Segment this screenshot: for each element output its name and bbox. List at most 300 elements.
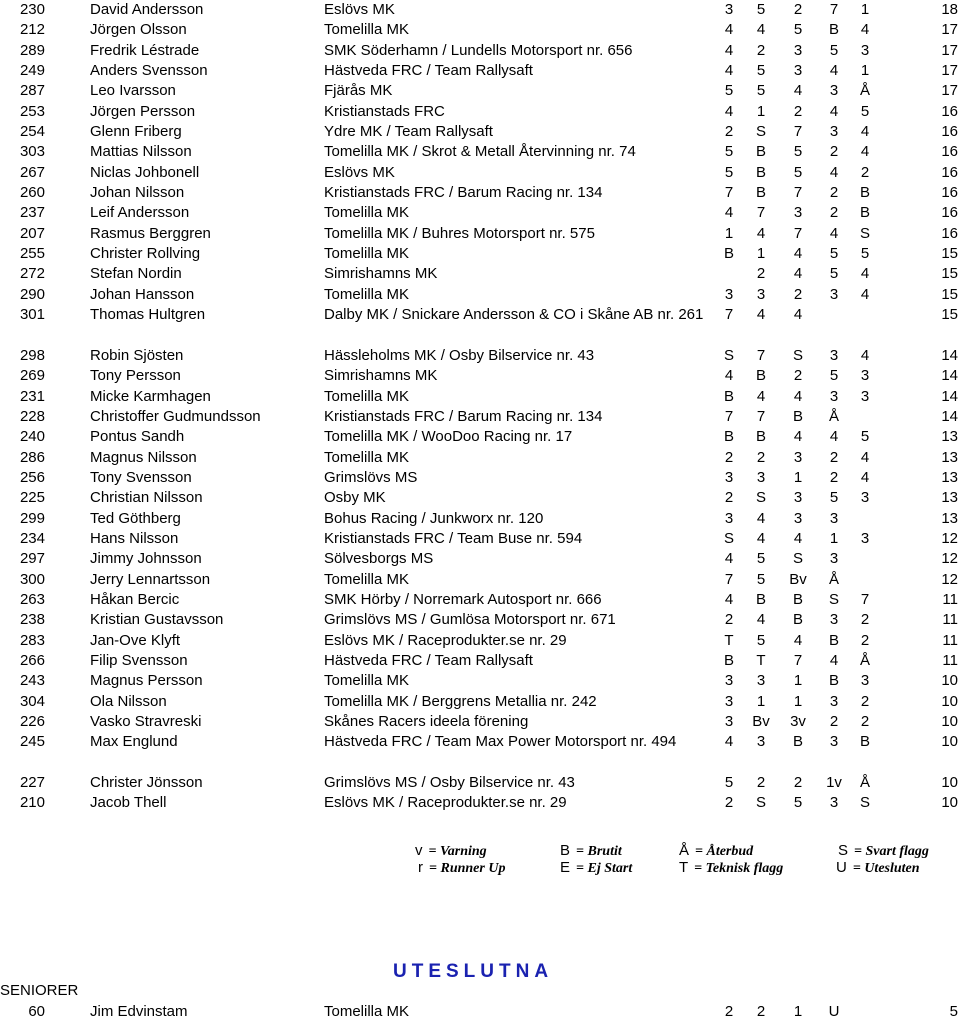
heat-2-result: B — [755, 143, 766, 161]
total-points: 16 — [941, 204, 958, 222]
club-name: SMK Hörby / Norremark Autosport nr. 666 — [324, 590, 602, 608]
heat-5-result: 4 — [860, 285, 870, 303]
result-row — [0, 224, 960, 244]
total-points: 17 — [941, 62, 958, 80]
heat-1-result: B — [723, 428, 734, 446]
heat-2-result: 3 — [756, 733, 766, 751]
heat-5-result: 3 — [860, 672, 870, 690]
legend-item: U = Utesluten — [836, 859, 920, 876]
total-points: 13 — [941, 509, 958, 527]
heat-3-result: 3v — [790, 713, 806, 731]
heat-3-result: 5 — [793, 143, 803, 161]
start-number: 240 — [19, 428, 45, 446]
heat-4-result: 4 — [829, 163, 839, 181]
heat-3-result: 5 — [793, 163, 803, 181]
result-row — [0, 61, 960, 81]
start-number: 260 — [19, 184, 45, 202]
driver-name: Jacob Thell — [90, 794, 167, 812]
driver-name: Hans Nilsson — [90, 529, 179, 547]
club-name: Hässleholms MK / Osby Bilservice nr. 43 — [324, 346, 595, 364]
heat-3-result: 4 — [793, 265, 803, 283]
driver-name: Niclas Johbonell — [90, 163, 200, 181]
driver-name: Christian Nilsson — [90, 489, 203, 507]
club-name: Tomelilla MK / Buhres Motorsport nr. 575 — [324, 224, 595, 242]
heat-3-result: 7 — [793, 652, 803, 669]
heat-1-result: 3 — [724, 285, 734, 303]
heat-4-result: B — [828, 631, 839, 649]
legend-item: v = Varning — [415, 842, 487, 859]
heat-1-result: 4 — [724, 590, 734, 608]
total-points: 13 — [941, 448, 958, 466]
start-number: 283 — [19, 631, 45, 649]
heat-5-result: 4 — [860, 468, 870, 486]
heat-3-result: S — [792, 346, 803, 364]
heat-4-result: 2 — [829, 184, 839, 202]
heat-3-result: 1 — [793, 1003, 803, 1020]
result-row — [0, 407, 960, 427]
heat-4-result: 3 — [829, 611, 839, 629]
heat-2-result: 1 — [756, 102, 766, 120]
heat-1-result: 3 — [724, 468, 734, 486]
heat-2-result: 2 — [756, 41, 766, 59]
start-number: 263 — [19, 590, 45, 608]
heat-2-result: 4 — [756, 509, 766, 527]
heat-1-result: 5 — [724, 774, 734, 792]
heat-3-result: 2 — [793, 367, 803, 385]
heat-4-result: Å — [828, 570, 839, 588]
heat-4-result: 2 — [829, 143, 839, 161]
driver-name: Thomas Hultgren — [90, 306, 206, 324]
driver-name: Håkan Bercic — [90, 590, 180, 608]
heat-3-result: 2 — [793, 102, 803, 120]
heat-3-result: 1 — [793, 468, 803, 486]
result-row — [0, 509, 960, 529]
club-name: Hästveda FRC / Team Rallysaft — [324, 62, 533, 80]
driver-name: Jörgen Olsson — [90, 21, 187, 39]
heat-5-result: 4 — [860, 143, 870, 161]
start-number: 243 — [19, 672, 45, 690]
heat-1-result: 4 — [724, 733, 734, 751]
heat-4-result: 4 — [829, 102, 839, 120]
heat-4-result: B — [828, 21, 839, 39]
total-points: 14 — [941, 346, 958, 364]
heat-2-result: 2 — [756, 265, 766, 283]
start-number: 266 — [19, 652, 45, 669]
heat-2-result: B — [755, 163, 766, 181]
driver-name: David Andersson — [90, 1, 204, 18]
total-points: 12 — [941, 529, 958, 547]
driver-name: Filip Svensson — [90, 652, 188, 669]
club-name: Tomelilla MK / WooDoo Racing nr. 17 — [324, 428, 573, 446]
start-number: 227 — [19, 774, 45, 792]
driver-name: Micke Karmhagen — [90, 387, 211, 405]
result-row — [0, 244, 960, 264]
start-number: 234 — [19, 529, 45, 547]
heat-3-result: 1 — [793, 692, 803, 710]
start-number: 267 — [19, 163, 45, 181]
club-name: Eslövs MK / Raceprodukter.se nr. 29 — [324, 631, 567, 649]
club-name: Tomelilla MK / Skrot & Metall Återvinning nr. 74 — [324, 143, 636, 161]
heat-4-result: 3 — [829, 733, 839, 751]
heat-1-result: 7 — [724, 306, 734, 324]
heat-1-result: 2 — [724, 123, 734, 141]
club-name: Kristianstads FRC — [324, 102, 445, 120]
club-name: Grimslövs MS — [324, 468, 418, 486]
club-name: Simrishamns MK — [324, 265, 438, 283]
heat-3-result: 5 — [793, 21, 803, 39]
heat-2-result: 4 — [756, 529, 766, 547]
driver-name: Johan Hansson — [90, 285, 195, 303]
heat-4-result: 5 — [829, 265, 839, 283]
start-number: 230 — [19, 1, 45, 18]
heat-2-result: 3 — [756, 468, 766, 486]
heat-1-result: 4 — [724, 41, 734, 59]
heat-2-result: T — [756, 652, 766, 669]
start-number: 245 — [19, 733, 45, 751]
heat-2-result: S — [755, 123, 766, 141]
heat-2-result: B — [755, 428, 766, 446]
legend — [0, 842, 960, 878]
heat-5-result: 3 — [860, 367, 870, 385]
heat-5-result: B — [859, 204, 870, 222]
start-number: 303 — [19, 143, 45, 161]
heat-2-result: 5 — [756, 1, 766, 18]
total-points: 11 — [942, 631, 958, 649]
heat-4-result: 3 — [829, 82, 839, 100]
total-points: 15 — [941, 245, 958, 263]
club-name: Bohus Racing / Junkworx nr. 120 — [324, 509, 544, 527]
club-name: Tomelilla MK — [324, 1003, 410, 1020]
club-name: Tomelilla MK — [324, 245, 410, 263]
heat-1-result: 2 — [724, 611, 734, 629]
heat-5-result: 2 — [860, 692, 870, 710]
heat-4-result: 4 — [829, 652, 839, 669]
start-number: 286 — [19, 448, 45, 466]
heat-1-result: 4 — [724, 62, 734, 80]
start-number: 287 — [19, 82, 45, 100]
heat-4-result: 5 — [829, 489, 839, 507]
club-name: Tomelilla MK / Berggrens Metallia nr. 242 — [324, 692, 597, 710]
result-row — [0, 102, 960, 122]
heat-5-result: 3 — [860, 529, 870, 547]
result-row — [0, 671, 960, 691]
heat-4-result: 3 — [829, 285, 839, 303]
club-name: Grimslövs MS / Osby Bilservice nr. 43 — [324, 774, 575, 792]
club-name: SMK Söderhamn / Lundells Motorsport nr. 656 — [324, 41, 633, 59]
driver-name: Magnus Nilsson — [90, 448, 197, 466]
heat-2-result: Bv — [752, 713, 770, 731]
seniors-label: SENIORER — [0, 982, 79, 999]
legend-item: Å = Återbud — [679, 842, 754, 859]
total-points: 17 — [941, 21, 958, 39]
total-points: 14 — [941, 367, 958, 385]
result-row — [0, 448, 960, 468]
heat-3-result: 4 — [793, 245, 803, 263]
heat-5-result: B — [859, 733, 870, 751]
heat-1-result: 3 — [724, 672, 734, 690]
heat-5-result: 5 — [860, 102, 870, 120]
heat-1-result: B — [723, 245, 734, 263]
total-points: 13 — [941, 468, 958, 486]
heat-1-result: 2 — [724, 448, 734, 466]
heat-2-result: 3 — [756, 285, 766, 303]
club-name: Tomelilla MK — [324, 672, 410, 690]
result-row — [0, 793, 960, 813]
driver-name: Anders Svensson — [90, 62, 208, 80]
heat-4-result: 3 — [829, 387, 839, 405]
heat-4-result: 3 — [829, 346, 839, 364]
heat-1-result: 2 — [724, 1003, 734, 1020]
heat-2-result: 5 — [756, 550, 766, 568]
heat-1-result: 2 — [724, 489, 734, 507]
club-name: Grimslövs MS / Gumlösa Motorsport nr. 671 — [324, 611, 616, 629]
heat-5-result: 4 — [860, 346, 870, 364]
total-points: 13 — [941, 428, 958, 446]
heat-3-result: 7 — [793, 123, 803, 141]
heat-3-result: 2 — [793, 285, 803, 303]
excluded-heading: UTESLUTNA — [393, 961, 554, 982]
club-name: Hästveda FRC / Team Max Power Motorsport nr. 494 — [324, 733, 677, 751]
driver-name: Robin Sjösten — [90, 346, 184, 364]
start-number: 207 — [19, 224, 45, 242]
heat-3-result: B — [792, 407, 803, 425]
heat-5-result: 2 — [860, 611, 870, 629]
heat-3-result: 4 — [793, 387, 803, 405]
result-row — [0, 712, 960, 732]
start-number: 290 — [19, 285, 45, 303]
heat-3-result: 3 — [793, 41, 803, 59]
heat-5-result: Å — [859, 774, 870, 792]
heat-2-result: 4 — [756, 224, 766, 242]
legend-item: E = Ej Start — [560, 859, 633, 876]
start-number: 237 — [19, 204, 45, 222]
total-points: 12 — [941, 570, 958, 588]
driver-name: Tony Persson — [90, 367, 181, 385]
heat-2-result: 4 — [756, 306, 766, 324]
heat-4-result: 7 — [829, 1, 839, 18]
driver-name: Christoffer Gudmundsson — [90, 407, 261, 425]
heat-1-result: 3 — [724, 1, 734, 18]
heat-4-result: 5 — [829, 41, 839, 59]
heat-4-result: 3 — [829, 509, 839, 527]
start-number: 249 — [19, 62, 45, 80]
result-row — [0, 142, 960, 162]
heat-4-result: Å — [828, 407, 839, 425]
heat-4-result: B — [828, 672, 839, 690]
heat-1-result: 4 — [724, 102, 734, 120]
driver-name: Max Englund — [90, 733, 178, 751]
heat-3-result: Bv — [789, 570, 807, 588]
driver-name: Fredrik Léstrade — [90, 41, 200, 59]
start-number: 300 — [19, 570, 45, 588]
club-name: Tomelilla MK — [324, 21, 410, 39]
heat-2-result: B — [755, 184, 766, 202]
start-number: 272 — [19, 265, 45, 283]
club-name: Simrishamns MK — [324, 367, 438, 385]
driver-name: Mattias Nilsson — [90, 143, 192, 161]
heat-5-result: S — [859, 794, 870, 812]
club-name: Tomelilla MK — [324, 448, 410, 466]
heat-5-result: 2 — [860, 631, 870, 649]
start-number: 226 — [19, 713, 45, 731]
heat-3-result: 7 — [793, 184, 803, 202]
total-points: 10 — [941, 733, 958, 751]
driver-name: Johan Nilsson — [90, 184, 185, 202]
driver-name: Kristian Gustavsson — [90, 611, 224, 629]
heat-5-result: 4 — [860, 123, 870, 141]
result-row — [0, 305, 960, 346]
heat-3-result: 7 — [793, 224, 803, 242]
heat-2-result: 4 — [756, 21, 766, 39]
heat-3-result: 3 — [793, 204, 803, 222]
result-row — [0, 692, 960, 712]
driver-name: Jerry Lennartsson — [90, 570, 211, 588]
heat-1-result: 1 — [724, 224, 734, 242]
heat-3-result: 3 — [793, 489, 803, 507]
heat-3-result: 3 — [793, 62, 803, 80]
result-row — [0, 264, 960, 284]
total-points: 10 — [941, 794, 958, 812]
heat-4-result: 4 — [829, 62, 839, 80]
heat-3-result: B — [792, 733, 803, 751]
senior-result-row — [0, 1002, 960, 1022]
driver-name: Rasmus Berggren — [90, 224, 211, 242]
result-row — [0, 122, 960, 142]
driver-name: Glenn Friberg — [90, 123, 182, 141]
result-row — [0, 387, 960, 407]
result-row — [0, 427, 960, 447]
driver-name: Jörgen Persson — [90, 102, 196, 120]
heat-1-result: 7 — [724, 407, 734, 425]
heat-2-result: 5 — [756, 631, 766, 649]
heat-1-result: B — [723, 652, 734, 669]
heat-4-result: 3 — [829, 123, 839, 141]
result-row — [0, 163, 960, 183]
heat-1-result: 4 — [724, 204, 734, 222]
heat-3-result: S — [792, 550, 803, 568]
heat-5-result: 4 — [860, 21, 870, 39]
total-points: 18 — [941, 1, 958, 18]
result-row — [0, 529, 960, 549]
heat-5-result: B — [859, 184, 870, 202]
heat-4-result: 3 — [829, 794, 839, 812]
club-name: Tomelilla MK — [324, 570, 410, 588]
total-points: 10 — [941, 692, 958, 710]
heat-2-result: 5 — [756, 570, 766, 588]
club-name: Tomelilla MK — [324, 204, 410, 222]
heat-3-result: 4 — [793, 529, 803, 547]
result-row — [0, 41, 960, 61]
club-name: Tomelilla MK — [324, 285, 410, 303]
heat-1-result: 4 — [724, 367, 734, 385]
total-points: 15 — [941, 265, 958, 283]
total-points: 13 — [941, 489, 958, 507]
start-number: 299 — [19, 509, 45, 527]
heat-2-result: 5 — [756, 62, 766, 80]
club-name: Ydre MK / Team Rallysaft — [324, 123, 493, 141]
start-number: 231 — [19, 387, 45, 405]
club-name: Tomelilla MK — [324, 387, 410, 405]
heat-3-result: B — [792, 611, 803, 629]
driver-name: Ola Nilsson — [90, 692, 167, 710]
heat-1-result: 5 — [724, 82, 734, 100]
start-number: 297 — [19, 550, 45, 568]
driver-name: Stefan Nordin — [90, 265, 182, 283]
heat-2-result: 7 — [756, 407, 766, 425]
club-name: Kristianstads FRC / Team Buse nr. 594 — [324, 529, 583, 547]
heat-5-result: 2 — [860, 163, 870, 181]
heat-2-result: 7 — [756, 204, 766, 222]
legend-item: r = Runner Up — [418, 859, 506, 876]
total-points: 17 — [941, 41, 958, 59]
heat-5-result: 7 — [860, 590, 870, 608]
start-number: 298 — [19, 346, 45, 364]
total-points: 11 — [942, 652, 958, 669]
heat-4-result: 2 — [829, 468, 839, 486]
heat-2-result: B — [755, 367, 766, 385]
heat-5-result: 3 — [860, 387, 870, 405]
heat-4-result: 5 — [829, 367, 839, 385]
start-number: 289 — [19, 41, 45, 59]
driver-name: Magnus Persson — [90, 672, 203, 690]
start-number: 269 — [19, 367, 45, 385]
driver-name: Jan-Ove Klyft — [90, 631, 181, 649]
legend-item: B = Brutit — [560, 842, 622, 859]
total-points: 10 — [941, 774, 958, 792]
total-points: 10 — [941, 672, 958, 690]
result-row — [0, 590, 960, 610]
heat-4-result: 2 — [829, 448, 839, 466]
total-points: 16 — [941, 224, 958, 242]
club-name: Dalby MK / Snickare Andersson & CO i Skåne AB nr. 261 — [324, 306, 704, 324]
heat-5-result: 4 — [860, 448, 870, 466]
heat-5-result: 5 — [860, 428, 870, 446]
start-number: 238 — [19, 611, 45, 629]
club-name: Kristianstads FRC / Barum Racing nr. 134 — [324, 407, 603, 425]
club-name: Hästveda FRC / Team Rallysaft — [324, 652, 533, 669]
heat-1-result: 3 — [724, 713, 734, 731]
total-points: 5 — [949, 1003, 958, 1020]
result-row — [0, 0, 960, 20]
result-row — [0, 570, 960, 590]
club-name: Kristianstads FRC / Barum Racing nr. 134 — [324, 184, 603, 202]
heat-2-result: 4 — [756, 387, 766, 405]
club-name: Eslövs MK — [324, 163, 395, 181]
heat-3-result: 4 — [793, 428, 803, 446]
total-points: 15 — [941, 285, 958, 303]
heat-5-result: S — [859, 224, 870, 242]
heat-5-result: 4 — [860, 265, 870, 283]
heat-1-result: T — [724, 631, 734, 649]
heat-2-result: 1 — [756, 692, 766, 710]
start-number: 304 — [19, 692, 45, 710]
heat-3-result: 4 — [793, 631, 803, 649]
legend-item: T = Teknisk flagg — [679, 859, 784, 876]
heat-4-result: 5 — [829, 245, 839, 263]
heat-5-result: 3 — [860, 41, 870, 59]
total-points: 16 — [941, 102, 958, 120]
heat-3-result: B — [792, 590, 803, 608]
start-number: 301 — [19, 306, 45, 324]
heat-2-result: 1 — [756, 245, 766, 263]
heat-2-result: S — [755, 794, 766, 812]
heat-4-result: 2 — [829, 713, 839, 731]
heat-3-result: 5 — [793, 794, 803, 812]
total-points: 17 — [941, 82, 958, 100]
heat-5-result: 2 — [860, 713, 870, 731]
heat-2-result: 2 — [756, 774, 766, 792]
heat-1-result: B — [723, 387, 734, 405]
